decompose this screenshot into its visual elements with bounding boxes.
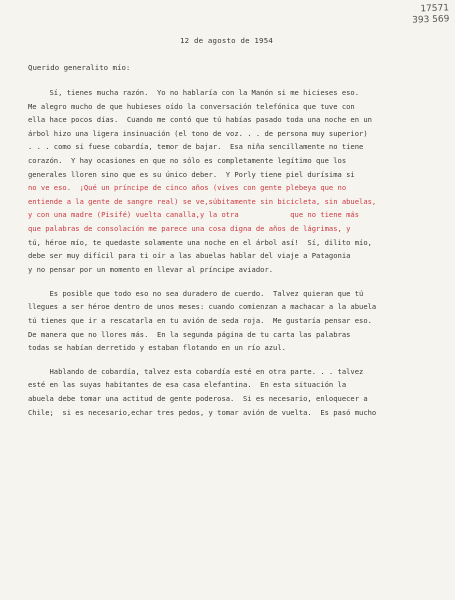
text-line: corazón. Y hay ocasiones en que no sólo es completamente legítimo que los [28, 155, 347, 165]
text-line: Chile; si es necesario,echar tres pedos, y tomar avión de vuelta. Es pasó mucho [28, 407, 377, 417]
letter-date: 12 de agosto de 1954 [180, 36, 273, 45]
text-line: llegues a ser héroe dentro de unos meses: cuando comienzan a machacar a la abuela [28, 302, 377, 312]
text-line: y no pensar por un momento en llevar al príncipe aviador. [28, 264, 274, 274]
text-line: Es posible que todo eso no sea duradero de cuerdo. Talvez quieran que tú [28, 288, 364, 298]
text-line: debe ser muy difícil para ti oír a las abuelas hablar del viaje a Patagonia [28, 251, 351, 261]
text-line: árbol hizo una ligera insinuación (el tono de voz. . . de persona muy superior) [28, 128, 368, 138]
text-line: entiende a la gente de sangre real) se ve,súbitamente sin bicicleta, sin abuelas, [28, 196, 377, 206]
paragraph [28, 287, 438, 355]
text-line: todas se habían derretido y estaban flotando en un río azul. [28, 343, 286, 353]
paragraph [28, 86, 438, 276]
text-line: Me alegro mucho de que hubieses oído la conversación telefónica que tuve con [28, 101, 355, 111]
paragraph-gap [28, 276, 438, 287]
annotation-line: 17571 [419, 3, 449, 15]
text-line: tú tienes que ir a rescatarla en tu avión de seda roja. Me gustaría pensar eso. [28, 316, 372, 325]
text-line: y con una madre (Pisifé) vuelta canalla,y la otra que no tiene más [28, 210, 360, 220]
text-line: abuela debe tomar una actitud de gente poderosa. Si es necesario, enloquecer a [28, 393, 368, 403]
paragraph-gap [28, 355, 438, 365]
paragraph [28, 365, 438, 419]
text-line: Sí, tienes mucha razón. Yo no hablaría con la Manón si me hicieses eso. [28, 88, 360, 97]
text-line: no ve eso. ¡Qué un príncipe de cinco años (vives con gente plebeya que no [28, 183, 347, 193]
text-line: ella hace pocos días. Cuando me contó que tú habías pasado toda una noche en un [28, 115, 372, 125]
text-line: esté en las suyas habitantes de esa casa elefantina. En esta situación la [28, 380, 347, 390]
text-line: generales lloren sino que es su único deber. Y Porly tiene piel durísima si [28, 169, 355, 179]
salutation: Querido generalito mío: [28, 63, 131, 72]
text-line: De manera que no llores más. En la segunda página de tu carta las palabras [28, 329, 351, 339]
text-line: Hablando de cobardía, talvez esta cobardía esté en otra parte. . . talvez [28, 366, 364, 376]
text-line: tú, héroe mío, te quedaste solamente una noche en el árbol así! Sí, dilito mío, [28, 237, 372, 247]
text-line: . . . como si fuese cobardía, temor de bajar. Esa niña sencillamente no tiene [28, 142, 364, 152]
text-line: que palabras de consolación me parece una cosa digna de años de lágrimas, y [28, 223, 351, 233]
letter-body [28, 86, 438, 419]
archive-annotation [411, 3, 449, 26]
annotation-line: 393 569 [411, 14, 450, 26]
